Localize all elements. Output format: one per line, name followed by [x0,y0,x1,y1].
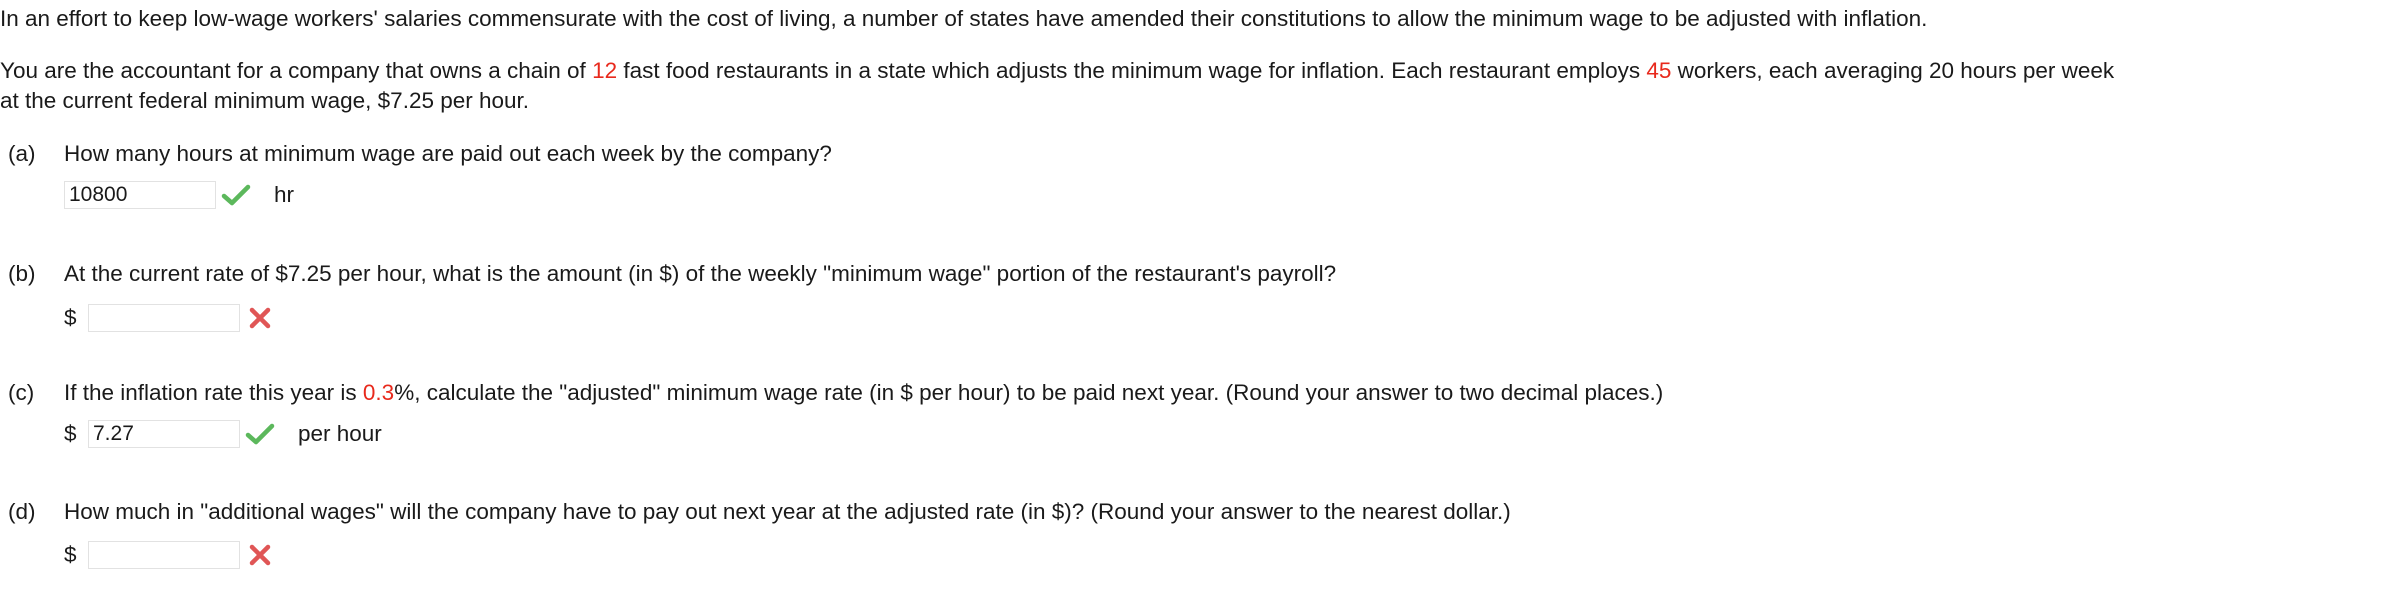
scenario-part2: fast food restaurants in a state which adjusts the minimum wage for inflation. Each restaurant employs [617,58,1647,83]
question-a-label: (a) [8,141,36,166]
question-d-text: How much in "additional wages" will the company have to pay out next year at the adjusted rate (in $)? (Round your answer to the nearest dollar.) [64,499,1511,524]
question-d [8,497,1511,527]
question-d-label: (d) [8,499,36,524]
worker-count: 45 [1646,58,1672,83]
scenario-part3: workers, each averaging 20 hours per week [1671,58,2115,83]
intro-text: In an effort to keep low-wage workers' salaries commensurate with the cost of living, a number of states have amended their constitutions to allow the minimum wage to be adjusted with inflation. [0,6,1928,31]
question-a-text: How many hours at minimum wage are paid out each week by the company? [64,141,832,166]
answer-c-row [64,418,382,450]
question-b [8,259,1336,289]
answer-c-input[interactable] [88,420,240,448]
question-c-text-before: If the inflation rate this year is [64,380,363,405]
scenario-text [0,56,2114,86]
x-icon [240,302,280,334]
answer-a-input[interactable] [64,181,216,209]
answer-c-unit: per hour [298,421,382,446]
question-c-text-after: %, calculate the "adjusted" minimum wage rate (in $ per hour) to be paid next year. (Round your answer to two decimal places.) [394,380,1664,405]
answer-d-row [64,539,280,571]
restaurant-count: 12 [592,58,618,83]
question-c [8,378,1663,408]
check-icon [240,418,280,450]
question-a [8,139,832,169]
answer-d-input[interactable] [88,541,240,569]
answer-c-currency: $ [64,421,77,446]
answer-a-unit: hr [274,182,295,207]
scenario-part1: You are the accountant for a company that owns a chain of [0,58,593,83]
answer-b-row [64,302,280,334]
x-icon [240,539,280,571]
answer-d-currency: $ [64,542,77,567]
inflation-rate: 0.3 [362,380,395,405]
check-icon [216,179,256,211]
answer-b-currency: $ [64,305,77,330]
question-b-text: At the current rate of $7.25 per hour, what is the amount (in $) of the weekly "minimum wage" portion of the restaurant's payroll? [64,261,1337,286]
answer-b-input[interactable] [88,304,240,332]
scenario-line2: at the current federal minimum wage, $7.25 per hour. [0,88,530,113]
answer-a-row [64,179,294,211]
question-c-label: (c) [8,380,35,405]
question-b-label: (b) [8,261,36,286]
